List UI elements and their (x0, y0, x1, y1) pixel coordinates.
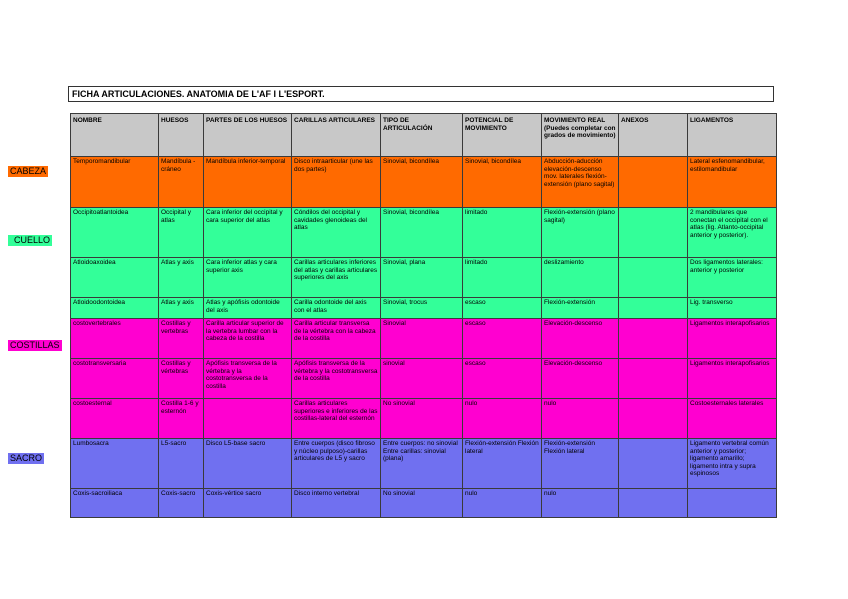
table-cell: Abducción-aducción elevación-descenso mov. laterales flexión-extensión (plano sagital) (542, 157, 619, 208)
table-cell: Carilla articular transversa de la vértebra con la cabeza de la costilla (292, 319, 381, 359)
table-cell: escaso (463, 319, 542, 359)
table-cell: No sinovial (381, 489, 463, 518)
table-cell (619, 208, 688, 258)
table-row (71, 359, 777, 399)
table-cell: limitado (463, 258, 542, 298)
table-cell: Dos ligamentos laterales: anterior y posterior (688, 258, 777, 298)
table-cell (688, 489, 777, 518)
table-cell (619, 157, 688, 208)
table-row (71, 208, 777, 258)
col-header-anexos: ANEXOS (619, 114, 688, 157)
col-header-huesos: HUESOS (159, 114, 204, 157)
document-title: FICHA ARTICULACIONES. ANATOMIA DE L'AF I L'ESPORT. (68, 86, 774, 102)
col-header-ligamentos: LIGAMENTOS (688, 114, 777, 157)
table-cell: nulo (542, 489, 619, 518)
table-cell: Temporomandibular (71, 157, 159, 208)
table-cell: Carilla odontoide del axis con el atlas (292, 298, 381, 319)
table-cell (619, 439, 688, 489)
col-header-carillas: CARILLAS ARTICULARES (292, 114, 381, 157)
table-cell (619, 489, 688, 518)
table-cell: Cara inferior del occipital y cara superior del atlas (204, 208, 292, 258)
table-cell: Carillas articulares inferiores del atlas y carillas articulares superiores del axis (292, 258, 381, 298)
table-cell: Mandíbula -cráneo (159, 157, 204, 208)
section-label-cabeza: CABEZA (10, 166, 47, 176)
table-cell: Disco interno vertebral (292, 489, 381, 518)
table-cell: Sinovial (381, 319, 463, 359)
table-cell: Sinovial, bicondílea (463, 157, 542, 208)
table-cell: Ligamento vertebral común anterior y posterior; ligamento amarillo; ligamento intra y supra espinosos (688, 439, 777, 489)
table-cell: Sinovial, bicondílea (381, 157, 463, 208)
table-cell: Mandíbula inferior-temporal (204, 157, 292, 208)
section-label-sacro: SACRO (10, 453, 43, 463)
table-cell: nulo (542, 399, 619, 439)
table-cell: Apófisis transversa de la vértebra y la costotransversa de la costilla (204, 359, 292, 399)
table-cell: 2 mandibulares que conectan el occipital con el atlas (lig. Atlanto-occipital anterior y posterior). (688, 208, 777, 258)
table-cell: nulo (463, 489, 542, 518)
table-cell: nulo (463, 399, 542, 439)
table-cell: deslizamiento (542, 258, 619, 298)
table-cell: costovertebrales (71, 319, 159, 359)
table-cell: Elevación-descenso (542, 319, 619, 359)
table-cell (619, 298, 688, 319)
table-cell: No sinovial (381, 399, 463, 439)
table-cell: Occipital y atlas (159, 208, 204, 258)
table-cell: Costillas y vertebras (159, 319, 204, 359)
table-cell: Sinovial, bicondílea (381, 208, 463, 258)
table-cell: Ligamentos interapofisarios (688, 319, 777, 359)
table-row (71, 439, 777, 489)
table-row (71, 298, 777, 319)
table-cell: Atlas y apófisis odontoide del axis (204, 298, 292, 319)
table-cell: L5-sacro (159, 439, 204, 489)
table-cell: Carillas articulares superiores e inferiores de las costillas-lateral del esternón (292, 399, 381, 439)
table-cell: Apófisis transversa de la vértebra y la costotransversa de la costilla (292, 359, 381, 399)
table-cell: Disco L5-base sacro (204, 439, 292, 489)
table-cell (204, 399, 292, 439)
table-cell: Flexión-extensión Flexión lateral (463, 439, 542, 489)
col-header-partes: PARTES DE LOS HUESOS (204, 114, 292, 157)
table-row (71, 157, 777, 208)
table-cell: Flexión-extensión Flexión lateral (542, 439, 619, 489)
table-cell: Disco intraarticular (une las dos partes) (292, 157, 381, 208)
table-row (71, 319, 777, 359)
table-cell: Cóndilos del occipital y cavidades glenoideas del atlas (292, 208, 381, 258)
table-cell (619, 258, 688, 298)
table-header-row (71, 114, 777, 157)
table-cell: Atlas y axis (159, 258, 204, 298)
table-cell (619, 359, 688, 399)
table-cell: costoesternal (71, 399, 159, 439)
table-cell: Entre cuerpos (disco fibroso y núcleo pulposo)-carillas articulares de L5 y sacro (292, 439, 381, 489)
table-cell: escaso (463, 359, 542, 399)
table-cell: sinovial (381, 359, 463, 399)
col-header-movimiento-real: MOVIMIENTO REAL (Puedes completar con grados de movimiento) (542, 114, 619, 157)
table-row (71, 399, 777, 439)
table-cell: Costilla 1-6 y esternón (159, 399, 204, 439)
table-cell: Ligamentos interapofisarios (688, 359, 777, 399)
col-header-nombre: NOMBRE (71, 114, 159, 157)
table-cell: Lumbosacra (71, 439, 159, 489)
col-header-potencial: POTENCIAL DE MOVIMIENTO (463, 114, 542, 157)
table-row (71, 258, 777, 298)
table-cell: Coxis-sacroiliaca (71, 489, 159, 518)
col-header-tipo: TIPO DE ARTICULACIÓN (381, 114, 463, 157)
table-cell: Flexión-extensión (plano sagital) (542, 208, 619, 258)
table-cell: Coxis-sacro (159, 489, 204, 518)
table-cell: Coxis-vértice sacro (204, 489, 292, 518)
table-cell: Costoesternales laterales (688, 399, 777, 439)
table-cell: Flexión-extensión (542, 298, 619, 319)
table-cell: Elevación-descenso (542, 359, 619, 399)
table-cell: Costillas y vértebras (159, 359, 204, 399)
table-cell: Cara inferior atlas y cara superior axis (204, 258, 292, 298)
table-cell: Occipitoatlantoidea (71, 208, 159, 258)
table-cell: Sinovial, trocus (381, 298, 463, 319)
table-cell (619, 399, 688, 439)
table-cell: Lig. transverso (688, 298, 777, 319)
articulations-table (70, 113, 777, 518)
section-label-costillas: COSTILLAS (10, 340, 60, 350)
table-cell: Lateral esfenomandibular, estilomandibular (688, 157, 777, 208)
table-cell: Atloidoodontoidea (71, 298, 159, 319)
table-cell: Entre cuerpos: no sinovial Entre carillas: sinovial (plana) (381, 439, 463, 489)
table-cell: Atlas y axis (159, 298, 204, 319)
table-cell: costotransversaria (71, 359, 159, 399)
section-label-cuello: CUELLO (8, 235, 52, 246)
table-cell: escaso (463, 298, 542, 319)
table-cell (619, 319, 688, 359)
table-cell: limitado (463, 208, 542, 258)
table-cell: Atloidoaxoidea (71, 258, 159, 298)
table-row (71, 489, 777, 518)
table-cell: Carilla articular superior de la vertebra lumbar con la cabeza de la costilla (204, 319, 292, 359)
table-cell: Sinovial, plana (381, 258, 463, 298)
